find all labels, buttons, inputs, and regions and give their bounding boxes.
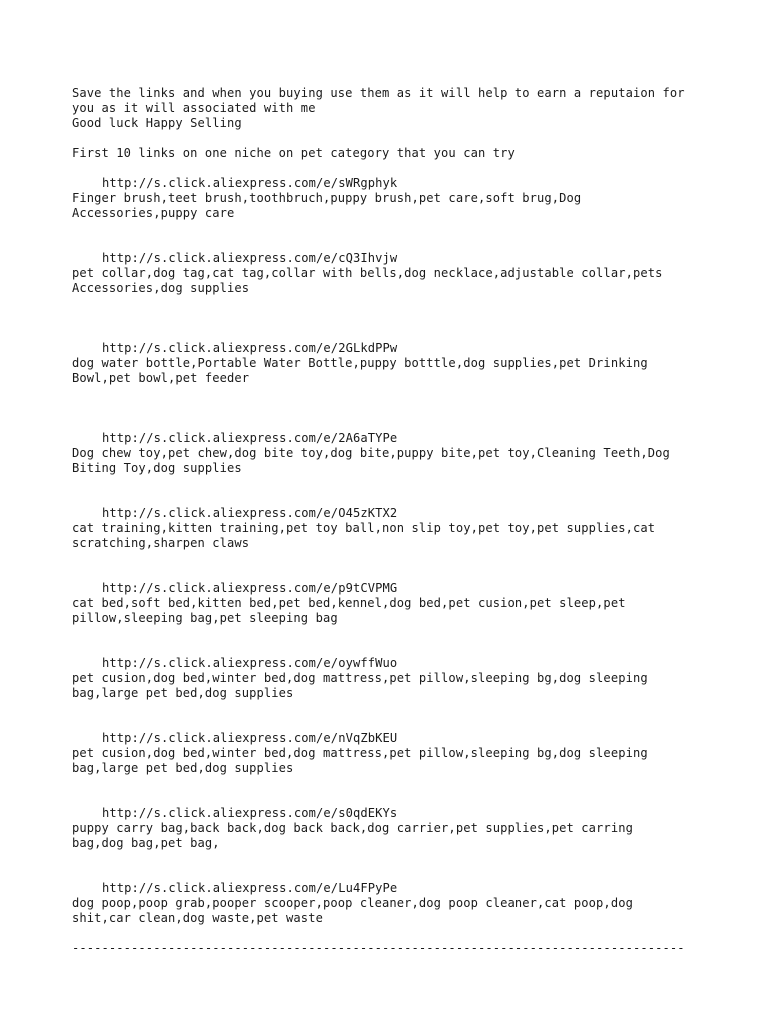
link-keywords: puppy carry bag,back back,dog back back,dog carrier,pet supplies,pet carring <box>72 821 633 835</box>
link-keywords: bag,large pet bed,dog supplies <box>72 686 294 700</box>
link-keywords: cat bed,soft bed,kitten bed,pet bed,kennel,dog bed,pet cusion,pet sleep,pet <box>72 596 626 610</box>
affiliate-link[interactable]: http://s.click.aliexpress.com/e/sWRgphyk <box>102 176 398 190</box>
link-keywords: bag,large pet bed,dog supplies <box>72 761 294 775</box>
separator-line: ----------------------------------------------------------------------------------- <box>72 941 685 955</box>
link-keywords: bag,dog bag,pet bag, <box>72 836 220 850</box>
link-entry <box>72 341 712 386</box>
link-keywords: Biting Toy,dog supplies <box>72 461 242 475</box>
affiliate-link[interactable]: http://s.click.aliexpress.com/e/2GLkdPPw <box>102 341 398 355</box>
link-keywords: Finger brush,teet brush,toothbruch,puppy brush,pet care,soft brug,Dog <box>72 191 582 205</box>
affiliate-link[interactable]: http://s.click.aliexpress.com/e/oywffWuo <box>102 656 398 670</box>
link-keywords: Bowl,pet bowl,pet feeder <box>72 371 250 385</box>
link-keywords: pet cusion,dog bed,winter bed,dog mattress,pet pillow,sleeping bg,dog sleeping <box>72 746 648 760</box>
link-entry <box>72 806 712 851</box>
document-body <box>72 86 712 956</box>
affiliate-link[interactable]: http://s.click.aliexpress.com/e/cQ3Ihvjw <box>102 251 398 265</box>
link-keywords: shit,car clean,dog waste,pet waste <box>72 911 323 925</box>
link-entry <box>72 881 712 926</box>
link-entry <box>72 581 712 626</box>
link-keywords: Dog chew toy,pet chew,dog bite toy,dog bite,puppy bite,pet toy,Cleaning Teeth,Dog <box>72 446 670 460</box>
affiliate-link[interactable]: http://s.click.aliexpress.com/e/s0qdEKYs <box>102 806 398 820</box>
link-entry <box>72 656 712 701</box>
link-keywords: scratching,sharpen claws <box>72 536 250 550</box>
affiliate-link[interactable]: http://s.click.aliexpress.com/e/p9tCVPMG <box>102 581 398 595</box>
link-entry <box>72 731 712 776</box>
link-keywords: Accessories,dog supplies <box>72 281 250 295</box>
link-keywords: dog poop,poop grab,pooper scooper,poop cleaner,dog poop cleaner,cat poop,dog <box>72 896 633 910</box>
link-keywords: Accessories,puppy care <box>72 206 235 220</box>
link-keywords: pet cusion,dog bed,winter bed,dog mattress,pet pillow,sleeping bg,dog sleeping <box>72 671 648 685</box>
affiliate-link[interactable]: http://s.click.aliexpress.com/e/Lu4FPyPe <box>102 881 398 895</box>
affiliate-link[interactable]: http://s.click.aliexpress.com/e/2A6aTYPe <box>102 431 398 445</box>
link-keywords: dog water bottle,Portable Water Bottle,puppy botttle,dog supplies,pet Drinking <box>72 356 648 370</box>
affiliate-link[interactable]: http://s.click.aliexpress.com/e/nVqZbKEU <box>102 731 398 745</box>
section-heading: First 10 links on one niche on pet category that you can try <box>72 146 515 160</box>
link-entry <box>72 431 712 476</box>
intro-line: you as it will associated with me <box>72 101 316 115</box>
affiliate-link[interactable]: http://s.click.aliexpress.com/e/O45zKTX2 <box>102 506 398 520</box>
intro-line: Good luck Happy Selling <box>72 116 242 130</box>
link-entry <box>72 176 712 221</box>
intro-line: Save the links and when you buying use them as it will help to earn a reputaion for <box>72 86 685 100</box>
link-keywords: cat training,kitten training,pet toy ball,non slip toy,pet toy,pet supplies,cat <box>72 521 656 535</box>
link-keywords: pillow,sleeping bag,pet sleeping bag <box>72 611 338 625</box>
link-entry <box>72 506 712 551</box>
link-entry <box>72 251 712 296</box>
link-keywords: pet collar,dog tag,cat tag,collar with bells,dog necklace,adjustable collar,pets <box>72 266 663 280</box>
